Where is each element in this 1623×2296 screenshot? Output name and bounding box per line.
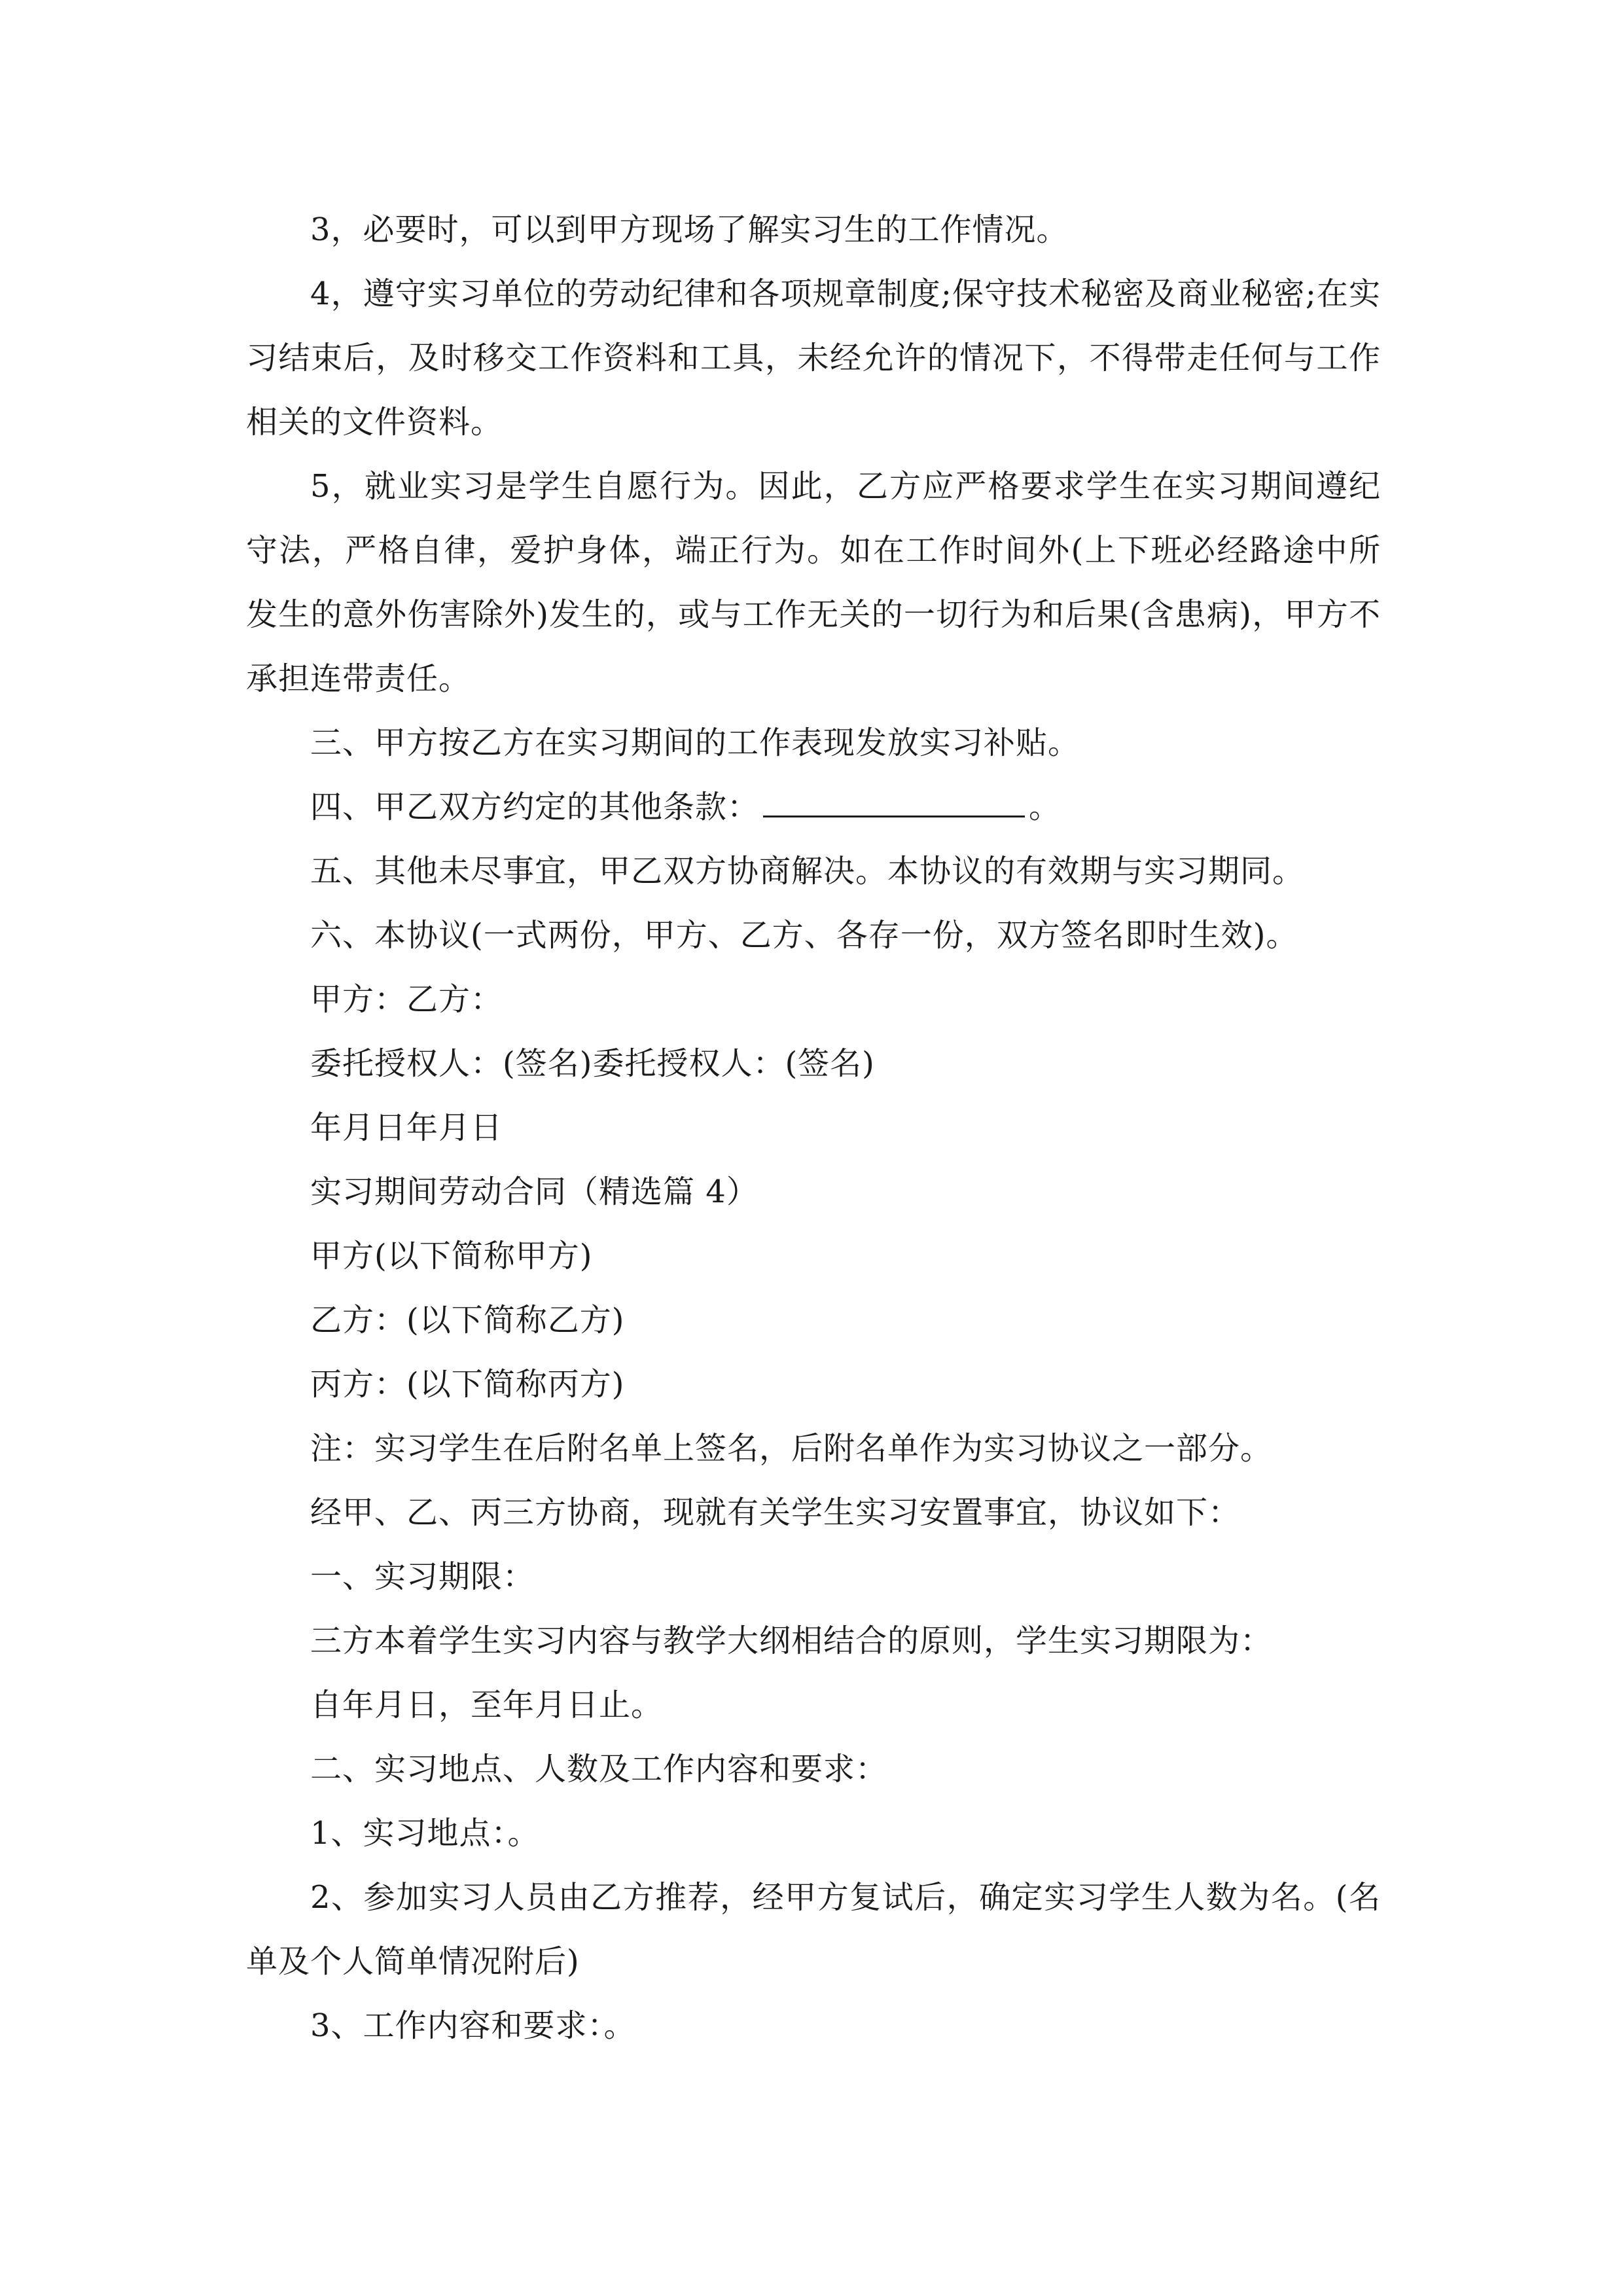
- note: 注：实习学生在后附名单上签名，后附名单作为实习协议之一部分。: [310, 1430, 1273, 1467]
- item-2-headcount: 2、参加实习人员由乙方推荐，经甲方复试后，确定实习学生人数为名。(名单及个人简单情况附后): [246, 1879, 1381, 1980]
- section-6-copies: 六、本协议(一式两份，甲方、乙方、各存一份，双方签名即时生效)。: [310, 917, 1298, 954]
- fill-in-blank: [763, 778, 1025, 817]
- section-4-other-terms: [246, 775, 1381, 839]
- party-a: 甲方(以下简称甲方): [310, 1238, 593, 1274]
- clause-3-visit: 3，必要时，可以到甲方现场了解实习生的工作情况。: [310, 211, 1069, 248]
- date-line: 年月日年月日: [310, 1109, 503, 1146]
- party-signature-line: 甲方：乙方：: [310, 981, 503, 1018]
- period-dates: 自年月日，至年月日止。: [310, 1687, 664, 1723]
- other-terms-end: 。: [1029, 789, 1061, 825]
- section-3-subsidy: 三、甲方按乙方在实习期间的工作表现发放实习补贴。: [310, 725, 1080, 761]
- clause-4-discipline: 4，遵守实习单位的劳动纪律和各项规章制度;保守技术秘密及商业秘密;在实习结束后，及时移交工作资料和工具，未经允许的情况下，不得带走任何与工作相关的文件资料。: [246, 276, 1381, 440]
- other-terms-label: 四、甲乙双方约定的其他条款：: [310, 789, 760, 825]
- section-1-period-heading: 一、实习期限：: [310, 1558, 535, 1595]
- authorized-signature-line: 委托授权人：(签名)委托授权人：(签名): [310, 1045, 875, 1082]
- item-1-location: 1、实习地点：。: [310, 1815, 540, 1852]
- clause-5-voluntary: 5，就业实习是学生自愿行为。因此，乙方应严格要求学生在实习期间遵纪守法，严格自律，爱护身体，端正行为。如在工作时间外(上下班必经路途中所发生的意外伤害除外)发生的，或与工作无关的一切行为和后果(含患病)，甲方不承担连带责任。: [246, 468, 1381, 697]
- contract-title: 实习期间劳动合同（精选篇 4）: [310, 1174, 758, 1210]
- document-body: [246, 198, 1381, 2058]
- period-description: 三方本着学生实习内容与教学大纲相结合的原则，学生实习期限为：: [310, 1623, 1273, 1659]
- party-c: 丙方：(以下简称丙方): [310, 1366, 625, 1403]
- section-2-location-heading: 二、实习地点、人数及工作内容和要求：: [310, 1751, 888, 1787]
- item-3-work-content: 3、工作内容和要求：。: [310, 2007, 636, 2044]
- section-5-unresolved: 五、其他未尽事宜，甲乙双方协商解决。本协议的有效期与实习期同。: [310, 853, 1305, 889]
- intro: 经甲、乙、丙三方协商，现就有关学生实习安置事宜，协议如下：: [310, 1494, 1241, 1531]
- party-b: 乙方：(以下简称乙方): [310, 1302, 625, 1338]
